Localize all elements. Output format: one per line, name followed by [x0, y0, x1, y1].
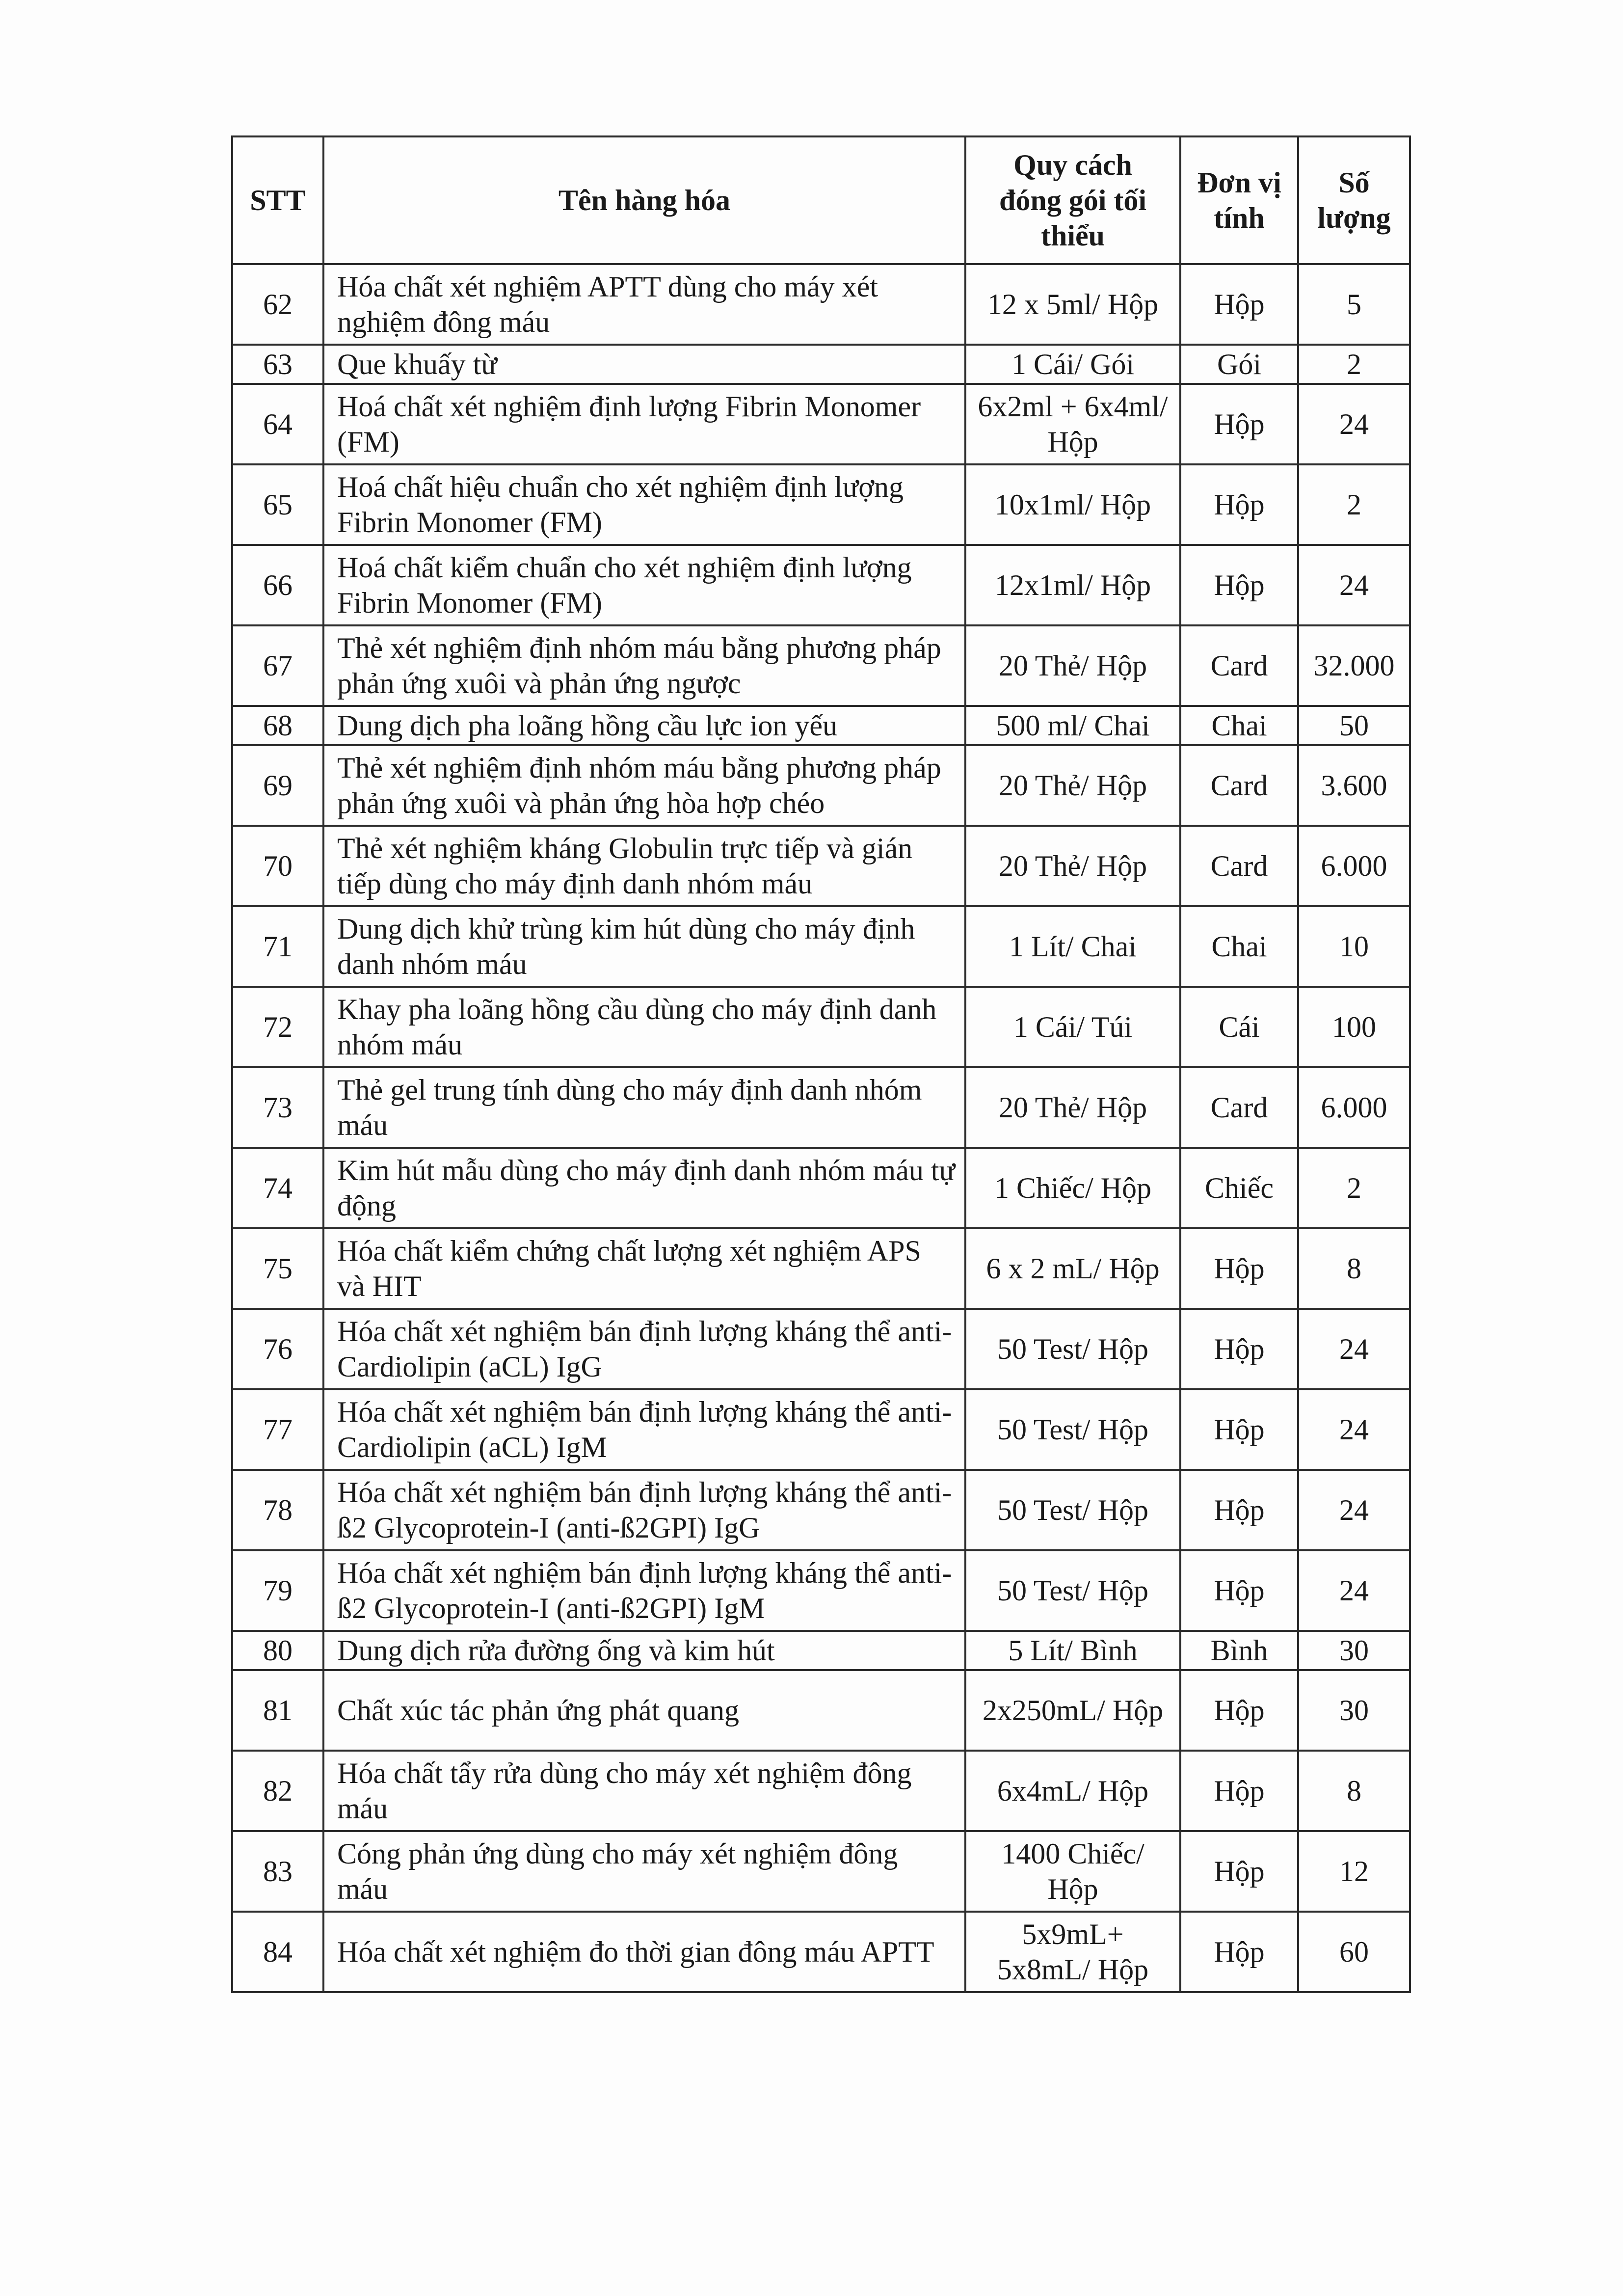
cell-stt: 81: [232, 1670, 323, 1751]
cell-packaging: 12x1ml/ Hộp: [965, 545, 1180, 625]
cell-packaging: 20 Thẻ/ Hộp: [965, 745, 1180, 826]
cell-quantity: 8: [1298, 1228, 1410, 1309]
cell-packaging: 20 Thẻ/ Hộp: [965, 625, 1180, 706]
cell-name: Chất xúc tác phản ứng phát quang: [323, 1670, 965, 1751]
cell-stt: 62: [232, 264, 323, 345]
cell-name: Hoá chất kiểm chuẩn cho xét nghiệm định lượng Fibrin Monomer (FM): [323, 545, 965, 625]
table-header-row: [232, 136, 1410, 264]
cell-name: Thẻ gel trung tính dùng cho máy định danh nhóm máu: [323, 1067, 965, 1148]
table-row: [232, 826, 1410, 906]
table-row: [232, 625, 1410, 706]
cell-name: Hoá chất hiệu chuẩn cho xét nghiệm định lượng Fibrin Monomer (FM): [323, 464, 965, 545]
cell-name: Dung dịch pha loãng hồng cầu lực ion yếu: [323, 706, 965, 745]
cell-name: Kim hút mẫu dùng cho máy định danh nhóm máu tự động: [323, 1148, 965, 1228]
cell-unit: Hộp: [1180, 384, 1298, 464]
cell-quantity: 100: [1298, 987, 1410, 1067]
cell-quantity: 10: [1298, 906, 1410, 987]
cell-quantity: 30: [1298, 1631, 1410, 1670]
cell-packaging: 1 Chiếc/ Hộp: [965, 1148, 1180, 1228]
cell-name: Thẻ xét nghiệm kháng Globulin trực tiếp và gián tiếp dùng cho máy định danh nhóm máu: [323, 826, 965, 906]
cell-name: Hóa chất tẩy rửa dùng cho máy xét nghiệm đông máu: [323, 1751, 965, 1831]
cell-quantity: 2: [1298, 345, 1410, 384]
cell-packaging: 6 x 2 mL/ Hộp: [965, 1228, 1180, 1309]
cell-unit: Bình: [1180, 1631, 1298, 1670]
cell-unit: Chai: [1180, 906, 1298, 987]
cell-name: Dung dịch khử trùng kim hút dùng cho máy định danh nhóm máu: [323, 906, 965, 987]
cell-stt: 73: [232, 1067, 323, 1148]
cell-unit: Hộp: [1180, 1228, 1298, 1309]
cell-quantity: 2: [1298, 1148, 1410, 1228]
cell-packaging: 2x250mL/ Hộp: [965, 1670, 1180, 1751]
table-row: [232, 1389, 1410, 1470]
table-row: [232, 1670, 1410, 1751]
cell-unit: Card: [1180, 745, 1298, 826]
table-row: [232, 1912, 1410, 1992]
table-row: [232, 1470, 1410, 1550]
cell-packaging: 50 Test/ Hộp: [965, 1389, 1180, 1470]
cell-unit: Hộp: [1180, 1309, 1298, 1389]
cell-stt: 72: [232, 987, 323, 1067]
cell-quantity: 24: [1298, 384, 1410, 464]
cell-stt: 64: [232, 384, 323, 464]
cell-quantity: 24: [1298, 1470, 1410, 1550]
cell-packaging: 1 Lít/ Chai: [965, 906, 1180, 987]
cell-quantity: 50: [1298, 706, 1410, 745]
cell-quantity: 24: [1298, 1550, 1410, 1631]
cell-quantity: 5: [1298, 264, 1410, 345]
cell-stt: 70: [232, 826, 323, 906]
cell-unit: Hộp: [1180, 1550, 1298, 1631]
cell-packaging: 5 Lít/ Bình: [965, 1631, 1180, 1670]
cell-stt: 79: [232, 1550, 323, 1631]
cell-name: Hóa chất xét nghiệm bán định lượng kháng thể anti-Cardiolipin (aCL) IgM: [323, 1389, 965, 1470]
header-stt: STT: [232, 136, 323, 264]
cell-unit: Chai: [1180, 706, 1298, 745]
cell-packaging: 6x4mL/ Hộp: [965, 1751, 1180, 1831]
cell-packaging: 12 x 5ml/ Hộp: [965, 264, 1180, 345]
cell-packaging: 1 Cái/ Túi: [965, 987, 1180, 1067]
cell-stt: 69: [232, 745, 323, 826]
cell-quantity: 32.000: [1298, 625, 1410, 706]
cell-quantity: 8: [1298, 1751, 1410, 1831]
cell-stt: 65: [232, 464, 323, 545]
table-row: [232, 706, 1410, 745]
cell-stt: 63: [232, 345, 323, 384]
cell-unit: Card: [1180, 625, 1298, 706]
header-name: Tên hàng hóa: [323, 136, 965, 264]
cell-unit: Hộp: [1180, 1912, 1298, 1992]
cell-packaging: 5x9mL+ 5x8mL/ Hộp: [965, 1912, 1180, 1992]
cell-quantity: 24: [1298, 545, 1410, 625]
cell-stt: 80: [232, 1631, 323, 1670]
table-row: [232, 987, 1410, 1067]
cell-stt: 75: [232, 1228, 323, 1309]
cell-stt: 84: [232, 1912, 323, 1992]
table-row: [232, 464, 1410, 545]
cell-unit: Hộp: [1180, 1470, 1298, 1550]
cell-name: Hoá chất xét nghiệm định lượng Fibrin Monomer (FM): [323, 384, 965, 464]
cell-stt: 83: [232, 1831, 323, 1912]
table-row: [232, 1067, 1410, 1148]
cell-name: Hóa chất kiểm chứng chất lượng xét nghiệm APS và HIT: [323, 1228, 965, 1309]
cell-name: Hóa chất xét nghiệm đo thời gian đông máu APTT: [323, 1912, 965, 1992]
cell-name: Hóa chất xét nghiệm bán định lượng kháng thể anti-ß2 Glycoprotein-I (anti-ß2GPI) IgM: [323, 1550, 965, 1631]
table-row: [232, 1228, 1410, 1309]
table-row: [232, 1631, 1410, 1670]
cell-quantity: 60: [1298, 1912, 1410, 1992]
cell-name: Khay pha loãng hồng cầu dùng cho máy định danh nhóm máu: [323, 987, 965, 1067]
table-row: [232, 1309, 1410, 1389]
cell-stt: 68: [232, 706, 323, 745]
cell-unit: Gói: [1180, 345, 1298, 384]
cell-quantity: 2: [1298, 464, 1410, 545]
table-row: [232, 264, 1410, 345]
cell-unit: Hộp: [1180, 1831, 1298, 1912]
cell-name: Hóa chất xét nghiệm bán định lượng kháng thể anti-ß2 Glycoprotein-I (anti-ß2GPI) IgG: [323, 1470, 965, 1550]
header-packaging: Quy cách đóng gói tối thiểu: [965, 136, 1180, 264]
cell-unit: Hộp: [1180, 464, 1298, 545]
cell-name: Hóa chất xét nghiệm APTT dùng cho máy xét nghiệm đông máu: [323, 264, 965, 345]
cell-unit: Cái: [1180, 987, 1298, 1067]
table-row: [232, 545, 1410, 625]
table-row: [232, 1550, 1410, 1631]
cell-unit: Hộp: [1180, 1670, 1298, 1751]
cell-unit: Hộp: [1180, 1751, 1298, 1831]
cell-quantity: 24: [1298, 1309, 1410, 1389]
cell-unit: Card: [1180, 1067, 1298, 1148]
cell-packaging: 6x2ml + 6x4ml/ Hộp: [965, 384, 1180, 464]
cell-packaging: 50 Test/ Hộp: [965, 1550, 1180, 1631]
cell-quantity: 24: [1298, 1389, 1410, 1470]
cell-quantity: 12: [1298, 1831, 1410, 1912]
table-row: [232, 345, 1410, 384]
cell-quantity: 3.600: [1298, 745, 1410, 826]
cell-unit: Hộp: [1180, 264, 1298, 345]
table-row: [232, 1148, 1410, 1228]
table-row: [232, 745, 1410, 826]
cell-packaging: 50 Test/ Hộp: [965, 1309, 1180, 1389]
cell-stt: 66: [232, 545, 323, 625]
header-unit: Đơn vị tính: [1180, 136, 1298, 264]
cell-quantity: 6.000: [1298, 1067, 1410, 1148]
cell-stt: 77: [232, 1389, 323, 1470]
cell-packaging: 50 Test/ Hộp: [965, 1470, 1180, 1550]
cell-packaging: 10x1ml/ Hộp: [965, 464, 1180, 545]
cell-name: Thẻ xét nghiệm định nhóm máu bằng phương pháp phản ứng xuôi và phản ứng hòa hợp chéo: [323, 745, 965, 826]
cell-unit: Chiếc: [1180, 1148, 1298, 1228]
cell-unit: Hộp: [1180, 545, 1298, 625]
cell-stt: 74: [232, 1148, 323, 1228]
cell-stt: 76: [232, 1309, 323, 1389]
cell-name: Thẻ xét nghiệm định nhóm máu bằng phương pháp phản ứng xuôi và phản ứng ngược: [323, 625, 965, 706]
cell-unit: Hộp: [1180, 1389, 1298, 1470]
cell-name: Cóng phản ứng dùng cho máy xét nghiệm đông máu: [323, 1831, 965, 1912]
cell-quantity: 30: [1298, 1670, 1410, 1751]
cell-name: Que khuấy từ: [323, 345, 965, 384]
cell-quantity: 6.000: [1298, 826, 1410, 906]
header-quantity: Số lượng: [1298, 136, 1410, 264]
cell-unit: Card: [1180, 826, 1298, 906]
cell-stt: 71: [232, 906, 323, 987]
cell-packaging: 1 Cái/ Gói: [965, 345, 1180, 384]
cell-stt: 78: [232, 1470, 323, 1550]
table-row: [232, 906, 1410, 987]
cell-packaging: 20 Thẻ/ Hộp: [965, 826, 1180, 906]
cell-packaging: 1400 Chiếc/ Hộp: [965, 1831, 1180, 1912]
cell-stt: 67: [232, 625, 323, 706]
cell-stt: 82: [232, 1751, 323, 1831]
cell-name: Hóa chất xét nghiệm bán định lượng kháng thể anti-Cardiolipin (aCL) IgG: [323, 1309, 965, 1389]
cell-name: Dung dịch rửa đường ống và kim hút: [323, 1631, 965, 1670]
table-row: [232, 1831, 1410, 1912]
cell-packaging: 20 Thẻ/ Hộp: [965, 1067, 1180, 1148]
table-body: [232, 264, 1410, 1992]
goods-table: [231, 135, 1411, 1993]
table-row: [232, 384, 1410, 464]
table-row: [232, 1751, 1410, 1831]
cell-packaging: 500 ml/ Chai: [965, 706, 1180, 745]
